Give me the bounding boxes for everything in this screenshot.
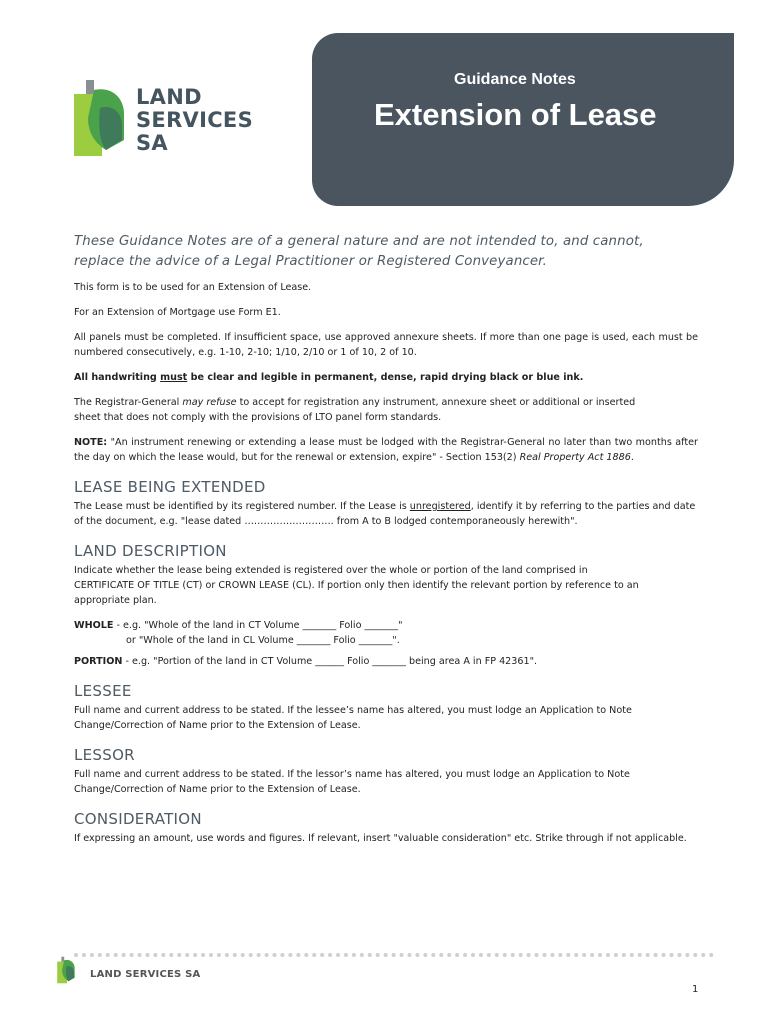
intro-disclaimer: These Guidance Notes are of a general nature and are not intended to, and cannot, replace the advice of a Legal Practitioner or Registered Conveyancer. <box>74 234 644 269</box>
registrar-text-a: The Registrar-General <box>74 397 183 408</box>
land-text: Indicate whether the lease being extended is registered over the whole or portion of the land comprised in CERTIFICATE OF TITLE (CT) or CROWN LEASE (CL). If portion only then identify the relevant portion by reference to an appropriate plan. <box>74 565 639 606</box>
note-act-name: Real Property Act 1886 <box>519 452 631 463</box>
heading-lease-being-extended: LEASE BEING EXTENDED <box>74 478 266 496</box>
land-services-sa-logo <box>72 78 262 160</box>
registrar-text-c: to accept for registration any instrument, annexure sheet or additional or inserted sheet that does not comply with the provisions of LTO panel form standards. <box>74 397 636 423</box>
footer-divider <box>74 953 714 957</box>
page-title: Extension of Lease <box>374 97 657 132</box>
page-number: 1 <box>692 984 699 995</box>
lease-text <box>74 499 698 529</box>
logo-line-sa: SA <box>136 131 168 155</box>
portion-example <box>74 654 698 669</box>
heading-land-description: LAND DESCRIPTION <box>74 542 227 560</box>
portion-example-text: - e.g. "Portion of the land in CT Volume ______ Folio _______ being area A in FP 42361". <box>122 656 538 667</box>
lease-text-a: The Lease must be identified by its registered number. If the Lease is <box>74 501 410 512</box>
logo-line-services: SERVICES <box>136 108 253 132</box>
whole-example-2: or "Whole of the land in CL Volume _______ Folio _______". <box>126 635 400 646</box>
registrar-refuse-text <box>74 395 698 425</box>
title-banner <box>312 33 734 206</box>
handwriting-text-must: must <box>160 372 188 383</box>
whole-example <box>74 618 698 648</box>
heading-lessee: LESSEE <box>74 682 132 700</box>
note-label: NOTE: <box>74 437 108 448</box>
lessor-text: Full name and current address to be stated. If the lessor’s name has altered, you must lodge an Application to Note Change/Correction of Name prior to the Extension of Lease. <box>74 769 630 795</box>
note-quote: "An instrument renewing or extending a lease must be lodged with the Registrar-General no later than two months after the day on which the lease would, but for the renewal or extension, expire" - Section 153(2) <box>74 437 698 463</box>
note-text <box>74 435 698 465</box>
heading-lessor: LESSOR <box>74 746 135 764</box>
panels-text: All panels must be completed. If insufficient space, use approved annexure sheets. If more than one page is used, each must be numbered consecutively, e.g. 1-10, 2-10; 1/10, 2/10 or 1 of 10, 2 of 10. <box>74 332 698 358</box>
leaf-logo-icon <box>72 78 132 158</box>
footer-leaf-icon <box>56 956 78 988</box>
lease-text-unregistered: unregistered <box>409 501 471 512</box>
handwriting-text-c: be clear and legible in permanent, dense, rapid drying black or blue ink. <box>187 372 584 383</box>
lease-text-c: , identify it by referring to the parties and date of the document, e.g. "lease dated ………………………. from A to B lodged contemporaneously herewith". <box>74 501 696 527</box>
handwriting-text-a: All handwriting <box>74 372 161 383</box>
footer-brand: LAND SERVICES SA <box>90 969 201 980</box>
guidance-content <box>74 232 698 851</box>
lessee-text: Full name and current address to be stated. If the lessee’s name has altered, you must lodge an Application to Note Change/Correction of Name prior to the Extension of Lease. <box>74 705 632 731</box>
form-usage-text: This form is to be used for an Extension of Lease. <box>74 282 312 293</box>
heading-consideration: CONSIDERATION <box>74 810 202 828</box>
note-end: . <box>630 452 634 463</box>
logo-line-land: LAND <box>136 85 202 109</box>
consideration-text: If expressing an amount, use words and figures. If relevant, insert "valuable consideration" etc. Strike through if not applicable. <box>74 833 687 844</box>
registrar-text-may-refuse: may refuse <box>182 397 237 408</box>
banner-subtitle: Guidance Notes <box>454 71 576 88</box>
mortgage-note-text: For an Extension of Mortgage use Form E1. <box>74 307 281 318</box>
whole-example-1: - e.g. "Whole of the land in CT Volume _______ Folio _______" <box>113 620 403 631</box>
handwriting-text <box>74 370 698 385</box>
portion-label: PORTION <box>74 656 123 667</box>
whole-label: WHOLE <box>74 620 114 631</box>
